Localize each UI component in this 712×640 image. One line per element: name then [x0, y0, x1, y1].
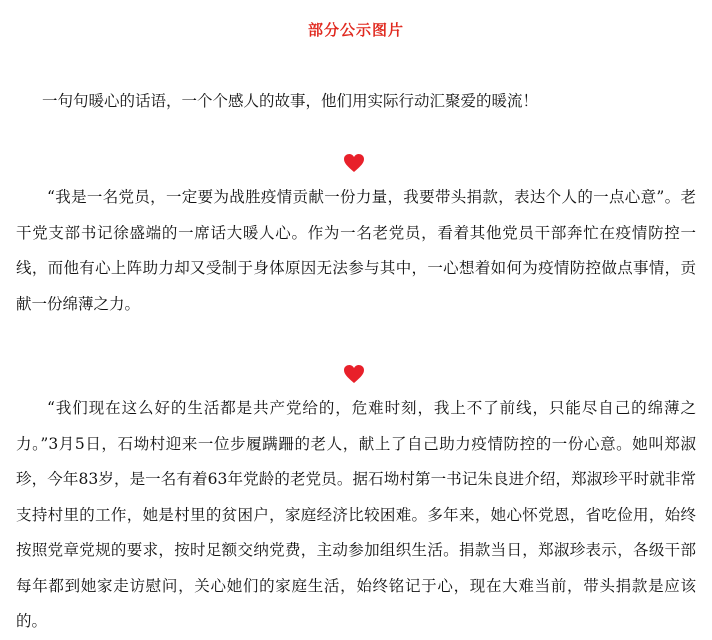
story-paragraph-1: “我是一名党员，一定要为战胜疫情贡献一份力量，我要带头捐款，表达个人的一点心意”。老干党支部书记徐盛端的一席话大暖人心。作为一名老党员，看着其他党员干部奔忙在疫情防控一线，而他有心上阵助力却又受制于身体原因无法参与其中，一心想着如何为疫情防控做点事情，贡献一份绵薄之力。 [16, 188, 696, 313]
page-title: 部分公示图片 [307, 21, 404, 39]
story-paragraph-2: “我们现在这么好的生活都是共产党给的，危难时刻，我上不了前线，只能尽自己的绵薄之力。”3月5日，石坳村迎来一位步履蹒跚的老人，献上了自己助力疫情防控的一份心意。她叫郑淑珍，今年83岁，是一名有着63年党龄的老党员。据石坳村第一书记朱良进介绍，郑淑珍平时就非常支持村里的工作，她是村里的贫困户，家庭经济比较困难。多年来，她心怀党恩，省吃俭用，始终按照党章党规的要求，按时足额交纳党费，主动参加组织生活。捐款当日，郑淑珍表示，各级干部每年都到她家走访慰问，关心她们的家庭生活，始终铭记于心，现在大难当前，带头捐款是应该的。 [16, 399, 696, 630]
heart-icon [343, 364, 365, 384]
heart-icon [343, 153, 365, 173]
intro-text: 一句句暖心的话语，一个个感人的故事，他们用实际行动汇聚爱的暖流！ [42, 92, 539, 110]
